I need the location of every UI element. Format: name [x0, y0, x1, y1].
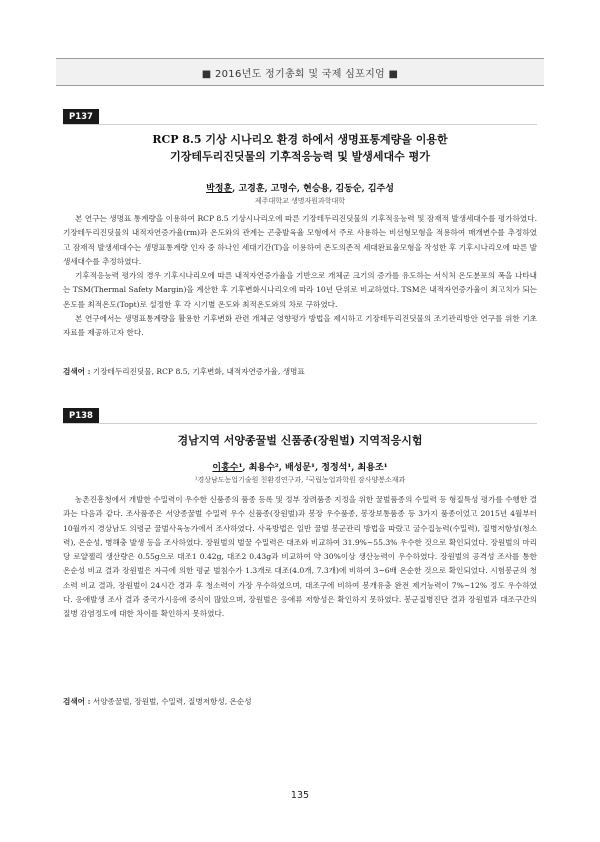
abstract-paragraph: 본 연구는 생명표 통계량을 이용하여 RCP 8.5 기상시나리오에 따른 기장테두리진딧물의 기후적응능력 및 잠재적 발생세대수를 평가하였다. 기장테두리진딧물의 내적자연증가율(rm)과 온도와의 관계는 곤충발육율 모형에서 주로 사용하는 비선형모형을 적용하여 매개변수를 추정하였고 잠재적 발생세대수는 생명표통계량 인자 중 하나인 세대기간(T)을 이용하여 온도의존적 세대완료율모형을 작성한 후 기후시나리오에 따른 발생세대수를 추정하였다. — [63, 214, 537, 266]
page-number: 135 — [290, 790, 310, 801]
keywords-label: 검색어 : — [63, 367, 91, 376]
abstract-paragraph: 기후적응능력 평가의 경우 기후시나리오에 따른 내적자연증가율을 기반으로 개체군 크기의 증가를 유도하는 서식처 온도분포의 폭을 나타내는 TSM(Thermal Safety Margin)을 계산한 후 기후변화시나리오에 따라 10년 단위로 비교하였다. TSM은 내적자연증가율이 최고치가 되는 온도를 최적온도(Topt)로 설정한 후 각 시기별 온도와 최적온도와의 차로 구하였다. — [63, 271, 537, 309]
first-author: 이홍수¹ — [212, 463, 243, 473]
divider — [63, 423, 537, 424]
affiliation-p137: 제주대학교 생명자원과학대학 — [254, 197, 346, 205]
abstract-body-p137 — [63, 212, 537, 341]
divider — [63, 124, 537, 125]
abstract-body-p138 — [63, 493, 537, 622]
title-line-1: RCP 8.5 기상 시나리오 환경 하에서 생명표통계량을 이용한 — [152, 133, 448, 146]
title-line-1: 경남지역 서양종꿀벌 신품종(장원벌) 지역적응시험 — [177, 434, 423, 447]
first-author: 박정훈 — [206, 184, 233, 194]
co-authors: , 최용수², 배성문¹, 정정석¹, 최용조¹ — [242, 463, 388, 473]
title-line-2: 기장테두리진딧물의 기후적응능력 및 발생세대수 평가 — [170, 150, 430, 163]
conference-header-text: ■ 2016년도 정기총회 및 국제 심포지엄 ■ — [201, 68, 399, 80]
keywords-text: 서양종꿀벌, 장원벌, 수밀력, 질병저항성, 온순성 — [90, 697, 252, 706]
authors-p138 — [63, 460, 537, 473]
abstract-tag-p137: P137 — [63, 109, 99, 124]
co-authors: , 고경훈, 고명수, 현승용, 김동순, 김주성 — [232, 184, 394, 194]
keywords-text: 기장테두리진딧물, RCP 8.5, 기후변화, 내적자연증가율, 생명표 — [90, 367, 305, 376]
abstract-paragraph: 본 연구에서는 생명표통계량을 활용한 기후변화 관련 개체군 영향평가 방법을 제시하고 기장테두리진딧물의 조기관리방안 연구를 위한 기초자료를 제공하고자 한다. — [63, 314, 537, 338]
conference-header-band — [56, 58, 544, 86]
article-title-p137 — [63, 131, 537, 165]
affiliation-p138: ¹경상남도농업기술원 친환경연구과, ²국립농업과학원 잠사양봉소재과 — [194, 476, 406, 484]
authors-p137 — [63, 181, 537, 194]
keywords-label: 검색어 : — [63, 697, 91, 706]
keywords-p138 — [63, 696, 537, 707]
abstract-tag-p138: P138 — [63, 408, 99, 423]
abstract-paragraph: 농촌진흥청에서 개발한 수밀력이 우수한 신품종의 품종 등록 및 정부 장려품종 지정을 위한 꿀벌품종의 수밀력 등 형질특성 평가를 수행한 결과는 다음과 같다. 조사품종은 서양종꿀벌 수밀력 우수 신품종(장원벌)과 봉장 우수품종, 봉장보통품종 등 3가지 품종이었고 2015년 4월부터 10월까지 경상남도 의령군 꿀벌사육농가에서 조사하였다. 사육방법은 일반 꿀벌 봉군관리 방법을 따랐고 굴수집능력(수밀력), 질병저항성(청소력), 온순성, 병해충 발생 등을 조사하였다. 장원벌의 벌꿀 수밀력은 대조와 비교하여 31.9%~55.3% 우수한 것으로 확인되었다. 장원벌의 마리당 로얄젤리 생산량은 0.55g으로 대조1 0.42g, 대조2 0.43g과 비교하여 약 30%이상 생산능력이 우수하였다. 장원벌의 공격성 조사를 통한 온순성 비교 결과 장원벌은 자극에 의한 평균 벌침수가 1.3개로 대조(4.0개, 7.3개)에 비하여 3~6배 온순한 것으로 확인되었다. 시험봉군의 청소력 비교 결과, 장원벌이 24시간 경과 후 청소력이 가장 우수하였으며, 대조구에 비하여 봉개유충 완전 제거능력이 7%~12% 정도 우수하였다. 응애발생 조사 결과 중국가시응애 중식이 많았으며, 장원벌은 응애류 저항성은 확인하지 못하였다. 봉군질병진단 결과 장원벌과 대조구간의 질병 감염정도에 대한 차이를 확인하지 못하였다. — [63, 495, 537, 619]
article-title-p138 — [63, 432, 537, 449]
keywords-p137 — [63, 366, 537, 377]
